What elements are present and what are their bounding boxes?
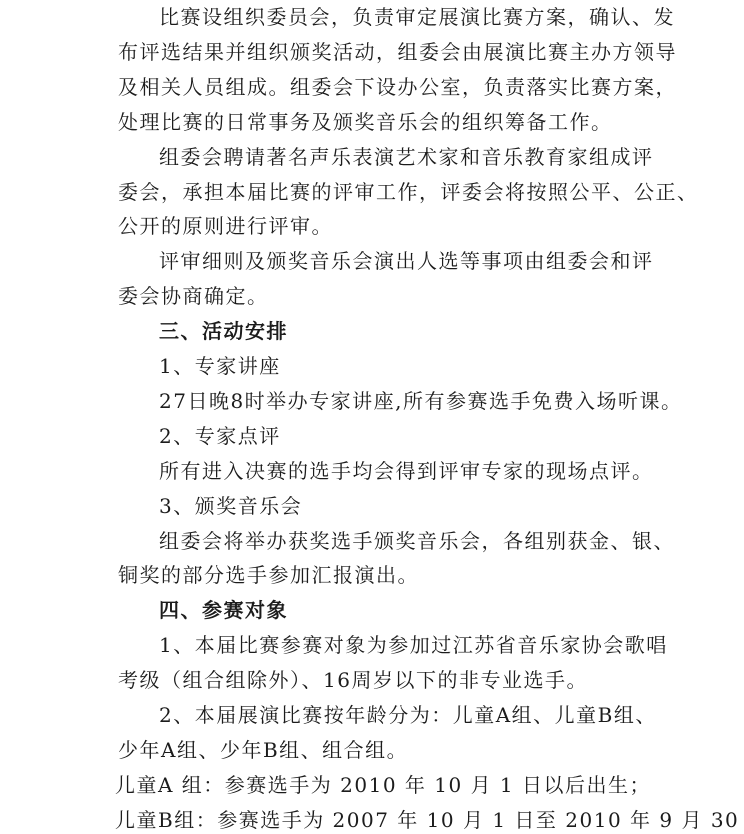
paragraph-award-concert-line-2: 铜奖的部分选手参加汇报演出。 (118, 563, 419, 588)
section-heading-participants: 四、参赛对象 (159, 598, 288, 623)
age-group-child-b: 儿童B组：参赛选手为 2007 年 10 月 1 日至 2010 年 9 月 30 (115, 807, 740, 832)
paragraph-organizing-committee-line-2: 布评选结果并组织颁奖活动，组委会由展演比赛主办方领导 (118, 39, 677, 64)
paragraph-rules-line-2: 委会协商确定。 (118, 284, 269, 309)
paragraph-rules-line-1: 评审细则及颁奖音乐会演出人选等事项由组委会和评 (159, 249, 654, 274)
paragraph-award-concert-line-1: 组委会将举办获奖选手颁奖音乐会，各组别获金、银、 (159, 528, 675, 553)
paragraph-age-groups-line-1: 2、本届展演比赛按年龄分为：儿童A组、儿童B组、 (159, 703, 657, 727)
paragraph-expert-review: 所有进入决赛的选手均会得到评审专家的现场点评。 (159, 458, 654, 483)
age-group-child-a: 儿童A 组：参赛选手为 2010 年 10 月 1 日以后出生； (115, 772, 652, 797)
paragraph-organizing-committee-line-1: 比赛设组织委员会，负责审定展演比赛方案，确认、发 (159, 5, 675, 29)
paragraph-expert-lecture: 27日晚8时举办专家讲座,所有参赛选手免费入场听课。 (159, 388, 683, 413)
paragraph-jury-line-3: 公开的原则进行评审。 (118, 214, 333, 239)
subheading-expert-lecture: 1、专家讲座 (159, 354, 281, 378)
subheading-award-concert: 3、颁奖音乐会 (159, 493, 303, 518)
paragraph-organizing-committee-line-3: 及相关人员组成。组委会下设办公室，负责落实比赛方案， (118, 74, 677, 99)
paragraph-jury-line-2: 委会，承担本届比赛的评审工作，评委会将按照公平、公正、 (118, 179, 699, 204)
paragraph-jury-line-1: 组委会聘请著名声乐表演艺术家和音乐教育家组成评 (159, 144, 654, 169)
paragraph-participants-line-1: 1、本届比赛参赛对象为参加过江苏省音乐家协会歌唱 (159, 633, 668, 658)
paragraph-organizing-committee-line-4: 处理比赛的日常事务及颁奖音乐会的组织筹备工作。 (118, 109, 613, 134)
paragraph-age-groups-line-2: 少年A组、少年B组、组合组。 (118, 737, 409, 762)
subheading-expert-review: 2、专家点评 (159, 423, 281, 448)
paragraph-participants-line-2: 考级（组合组除外）、16周岁以下的非专业选手。 (118, 668, 588, 693)
section-heading-activities: 三、活动安排 (159, 319, 288, 344)
